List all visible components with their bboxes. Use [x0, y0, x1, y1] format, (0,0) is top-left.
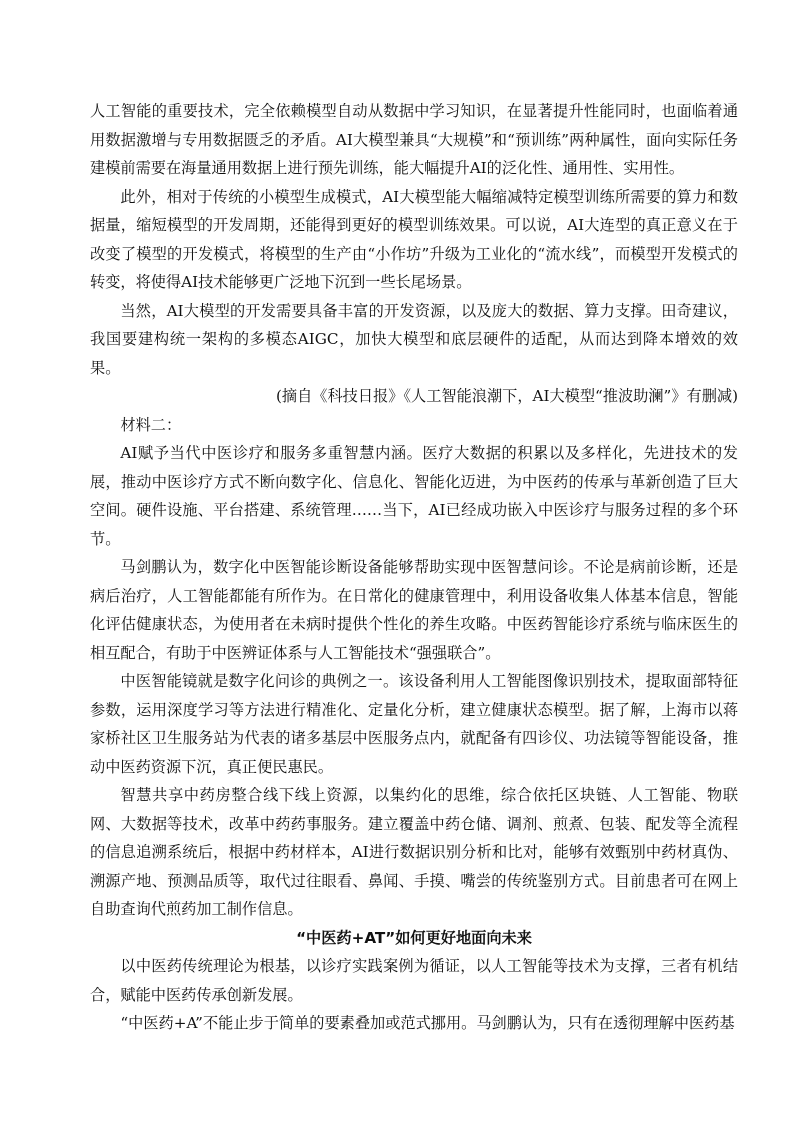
- paragraph-3: 当然，AI大模型的开发需要具备丰富的开发资源，以及庞大的数据、算力支撑。田奇建议，我国要建构统一架构的多模态AIGC，加快大模型和底层硬件的适配，从而达到降本增效的效果。: [90, 301, 738, 377]
- paragraph-6: 中医智能镜就是数字化问诊的典例之一。该设备利用人工智能图像识别技术，提取面部特征参数，运用深度学习等方法进行精准化、定量化分析，建立健康状态模型。据了解，上海市以蒋家桥社区卫生服务站为代表的诸多基层中医服务点内，就配备有四诊仪、功法镜等智能设备，推动中医药资源下沉，真正便民惠民。: [90, 672, 738, 776]
- paragraph-5: 马剑鹏认为，数字化中医智能诊断设备能够帮助实现中医智慧问诊。不论是病前诊断，还是病后治疗，人工智能都能有所作为。在日常化的健康管理中，利用设备收集人体基本信息，智能化评估健康状态，为使用者在未病时提供个性化的养生攻略。中医药智能诊疗系统与临床医生的相互配合，有助于中医辨证体系与人工智能技术“强强联合”。: [90, 558, 738, 662]
- source-citation: (摘自《科技日报》《人工智能浪潮下，AI大模型“推波助澜”》有删减): [276, 387, 738, 405]
- paragraph-4: AI赋予当代中医诊疗和服务多重智慧内涵。医疗大数据的积累以及多样化，先进技术的发展，推动中医诊疗方式不断向数字化、信息化、智能化迈进，为中医药的传承与革新创造了巨大空间。硬件设施、平台搭建、系统管理……当下，AI已经成功嵌入中医诊疗与服务过程的多个环节。: [90, 444, 738, 548]
- material-label: 材料二：: [120, 415, 182, 434]
- paragraph-2: 此外，相对于传统的小模型生成模式，AI大模型能大幅缩减特定模型训练所需要的算力和数据量，缩短模型的开发周期，还能得到更好的模型训练效果。可以说，AI大连型的真正意义在于改变了模型的开发模式，将模型的生产由“小作坊”升级为工业化的“流水线”，而模型开发模式的转变，将使得AI技术能够更广泛地下沉到一些长尾场景。: [90, 187, 738, 291]
- paragraph-9: “中医药+A”不能止步于简单的要素叠加或范式挪用。马剑鹏认为，只有在透彻理解中医药基: [120, 1014, 735, 1032]
- section-heading: “中医药+AT”如何更好地面向未来: [296, 928, 532, 947]
- paragraph-7: 智慧共享中药房整合线下线上资源，以集约化的思维，综合依托区块链、人工智能、物联网、大数据等技术，改革中药药事服务。建立覆盖中药仓储、调剂、煎煮、包装、配发等全流程的信息追溯系统后，根据中药材样本，AI进行数据识别分析和比对，能够有效甄别中药材真伪、溯源产地、预测品质等，取代过往眼看、鼻闻、手摸、嘴尝的传统鉴别方式。目前患者可在网上自助查询代煎药加工制作信息。: [90, 786, 738, 918]
- paragraph-1: 人工智能的重要技术，完全依赖模型自动从数据中学习知识，在显著提升性能同时，也面临着通用数据激增与专用数据匮乏的矛盾。AI大模型兼具“大规模”和“预训练”两种属性，面向实际任务建模前需要在海量通用数据上进行预先训练，能大幅提升AI的泛化性、通用性、实用性。: [90, 102, 738, 177]
- paragraph-8: 以中医药传统理论为根基，以诊疗实践案例为循证，以人工智能等技术为支撑，三者有机结合，赋能中医药传承创新发展。: [90, 957, 738, 1004]
- article-body: [90, 97, 738, 1038]
